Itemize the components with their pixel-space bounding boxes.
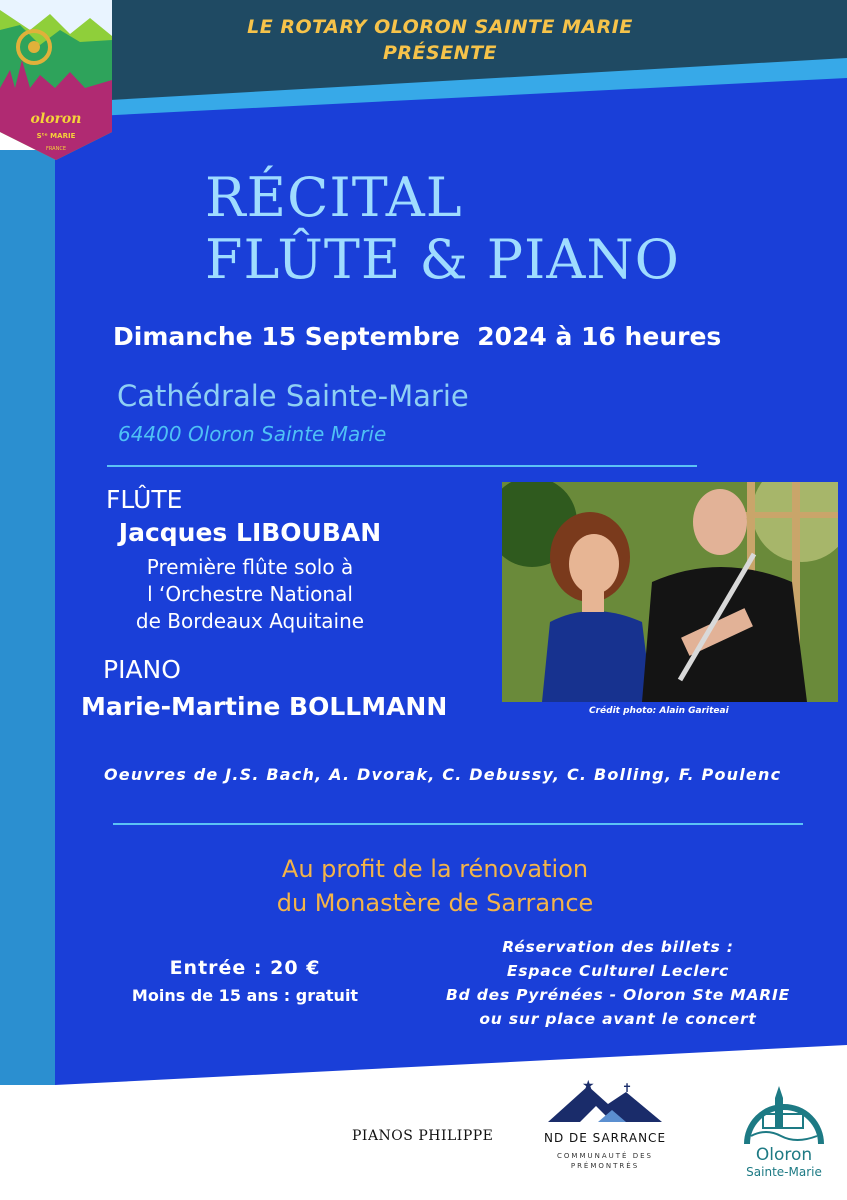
photo-credit: Crédit photo: Alain Gariteai bbox=[589, 706, 729, 716]
reservation-line-2: Espace Culturel Leclerc bbox=[506, 962, 730, 980]
musicians-photo bbox=[502, 482, 838, 702]
title-line-2: FLÛTE & PIANO bbox=[205, 228, 680, 291]
reservation-line-4: ou sur place avant le concert bbox=[479, 1010, 757, 1028]
flute-desc-1: Première flûte solo à bbox=[146, 555, 354, 579]
reservation-line-3: Bd des Pyrénées - Oloron Ste MARIE bbox=[446, 986, 790, 1004]
header-line-1: LE ROTARY OLORON SAINTE MARIE bbox=[247, 16, 633, 38]
nd-sarrance-title: ND DE SARRANCE bbox=[543, 1131, 667, 1145]
flute-label: FLÛTE bbox=[106, 485, 183, 514]
piano-label: PIANO bbox=[103, 655, 181, 684]
flute-desc-2: l ‘Orchestre National bbox=[147, 582, 353, 606]
event-venue: Cathédrale Sainte-Marie bbox=[117, 379, 469, 413]
reservation-line-1: Réservation des billets : bbox=[502, 938, 734, 956]
nd-sarrance-sub-2: PRÉMONTRÉS bbox=[570, 1162, 640, 1170]
oloron-name-2: Sainte-Marie bbox=[746, 1165, 822, 1179]
nd-sarrance-sub-1: COMMUNAUTÉ DES bbox=[557, 1152, 653, 1160]
svg-text:oloron: oloron bbox=[30, 111, 82, 127]
benefit-line-2: du Monastère de Sarrance bbox=[276, 889, 594, 917]
piano-name: Marie-Martine BOLLMANN bbox=[81, 692, 448, 721]
svg-text:FRANCE: FRANCE bbox=[46, 146, 66, 152]
works-list: Oeuvres de J.S. Bach, A. Dvorak, C. Debussy, C. Bolling, F. Poulenc bbox=[104, 765, 782, 784]
divider-1 bbox=[107, 465, 697, 467]
header-line-2: PRÉSENTE bbox=[382, 42, 498, 64]
event-address: 64400 Oloron Sainte Marie bbox=[118, 422, 387, 446]
rotary-oloron-logo bbox=[0, 0, 112, 162]
nd-sarrance-emblem bbox=[540, 1078, 670, 1126]
ticket-free: Moins de 15 ans : gratuit bbox=[131, 986, 359, 1005]
svg-text:✝: ✝ bbox=[622, 1081, 633, 1095]
svg-text:★: ★ bbox=[582, 1078, 595, 1094]
ticket-price: Entrée : 20 € bbox=[169, 957, 321, 979]
flute-desc-3: de Bordeaux Aquitaine bbox=[135, 609, 365, 633]
title-line-1: RÉCITAL bbox=[205, 166, 463, 229]
oloron-city-emblem bbox=[741, 1078, 827, 1150]
benefit-line-1: Au profit de la rénovation bbox=[281, 855, 589, 883]
pianos-philippe-logo: PIANOS PHILIPPE bbox=[352, 1128, 494, 1144]
svg-text:Sᵗᵉ MARIE: Sᵗᵉ MARIE bbox=[36, 132, 76, 140]
divider-2 bbox=[113, 823, 803, 825]
oloron-name-1: Oloron bbox=[755, 1145, 813, 1165]
flute-name: Jacques LIBOUBAN bbox=[118, 518, 382, 547]
event-datetime: Dimanche 15 Septembre 2024 à 16 heures bbox=[113, 322, 722, 351]
